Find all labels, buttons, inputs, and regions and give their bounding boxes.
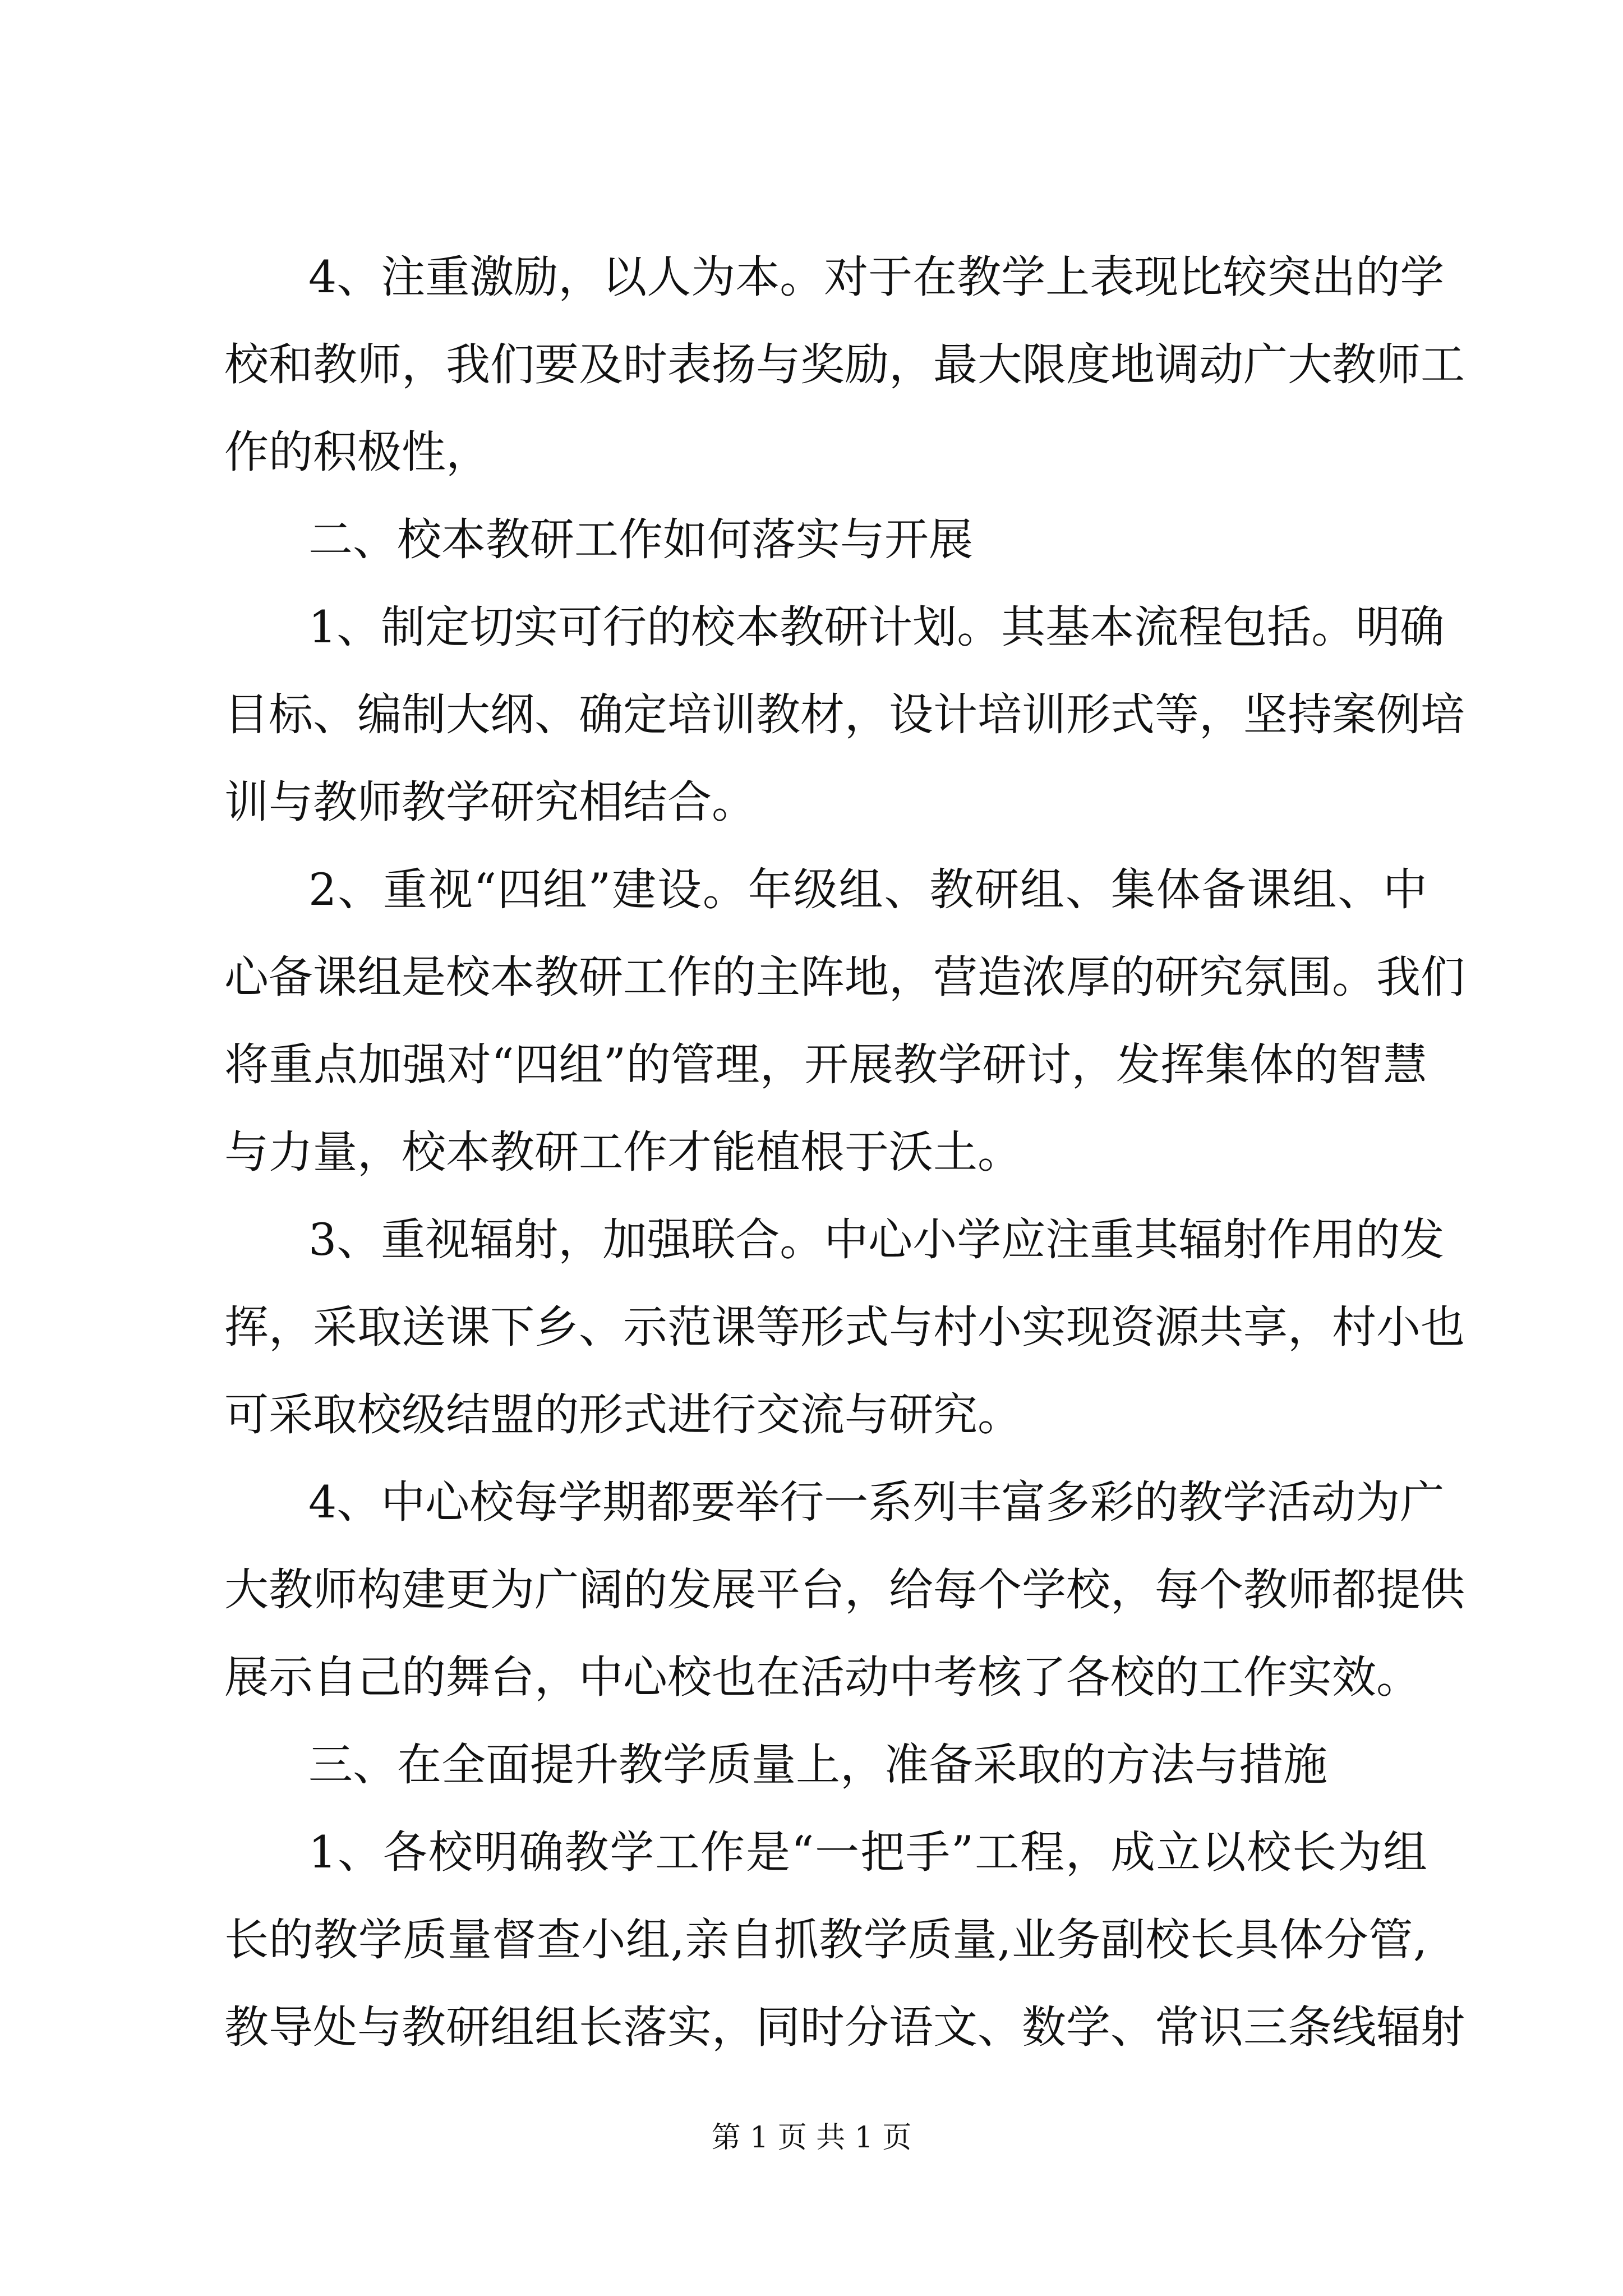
paragraph-line: 教导处与教研组组长落实，同时分语文、数学、常识三条线辐射 xyxy=(224,2001,1465,2053)
paragraph-line: 校和教师，我们要及时表扬与奖励，最大限度地调动广大教师工 xyxy=(224,339,1465,390)
section-heading: 二、校本教研工作如何落实与开展 xyxy=(308,514,973,565)
paragraph-line: 2、重视“四组”建设。年级组、教研组、集体备课组、中 xyxy=(308,864,1427,915)
paragraph-line: 目标、编制大纲、确定培训教材，设计培训形式等，坚持案例培 xyxy=(224,689,1465,740)
paragraph-line: 长的教学质量督查小组,亲自抓教学质量,业务副校长具体分管, xyxy=(224,1914,1427,1966)
paragraph-line: 将重点加强对“四组”的管理，开展教学研讨，发挥集体的智慧 xyxy=(224,1039,1427,1091)
page-footer: 第 1 页 共 1 页 xyxy=(711,2121,912,2155)
paragraph-line: 1、制定切实可行的校本教研计划。其基本流程包括。明确 xyxy=(308,601,1445,653)
paragraph-line: 作的积极性， xyxy=(224,426,490,478)
paragraph-line: 训与教师教学研究相结合。 xyxy=(224,776,756,828)
paragraph-line: 心备课组是校本教研工作的主阵地，营造浓厚的研究氛围。我们 xyxy=(224,951,1465,1003)
paragraph-line: 1、各校明确教学工作是“一把手”工程，成立以校长为组 xyxy=(308,1826,1427,1878)
paragraph-line: 与力量，校本教研工作才能植根于沃土。 xyxy=(224,1126,1022,1178)
section-heading: 三、在全面提升教学质量上，准备采取的方法与措施 xyxy=(308,1739,1327,1791)
paragraph-line: 大教师构建更为广阔的发展平台，给每个学校，每个教师都提供 xyxy=(224,1564,1465,1616)
paragraph-line: 展示自己的舞台，中心校也在活动中考核了各校的工作实效。 xyxy=(224,1651,1421,1703)
paragraph-line: 可采取校级结盟的形式进行交流与研究。 xyxy=(224,1389,1022,1441)
paragraph-line: 4、注重激励，以人为本。对于在教学上表现比较突出的学 xyxy=(308,251,1445,303)
paragraph-line: 4、中心校每学期都要举行一系列丰富多彩的教学活动为广 xyxy=(308,1476,1445,1528)
paragraph-line: 挥，采取送课下乡、示范课等形式与村小实现资源共享，村小也 xyxy=(224,1301,1465,1353)
paragraph-line: 3、重视辐射，加强联合。中心小学应注重其辐射作用的发 xyxy=(308,1214,1445,1266)
